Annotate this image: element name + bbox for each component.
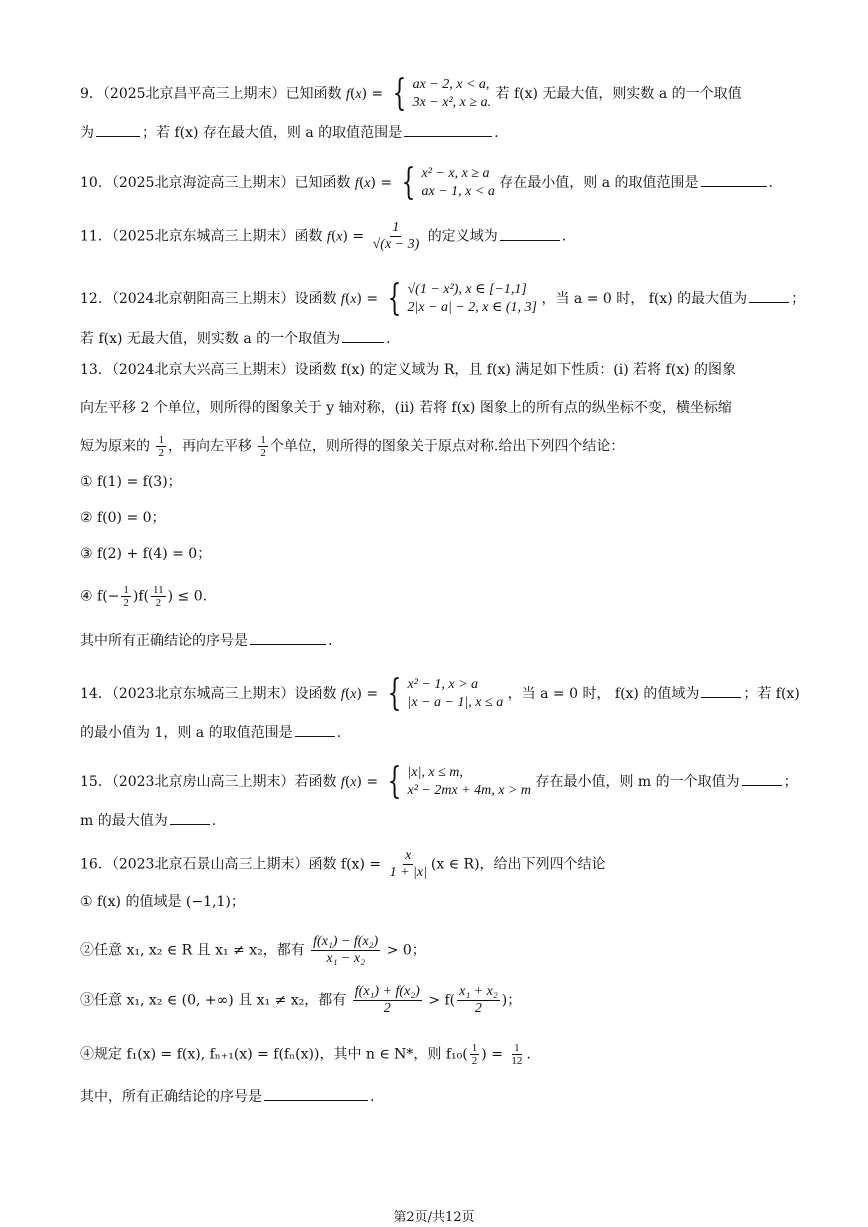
conclusion: ③任意 x₁, x₂ ∈ (0, +∞) 且 x₁ ≠ x₂，都有 <box>80 992 347 1009</box>
denominator: 2 <box>471 1055 478 1067</box>
punct: . <box>768 175 773 191</box>
punct: . <box>561 228 567 245</box>
denominator: 2 <box>474 1001 482 1016</box>
numerator: 1 <box>471 1042 478 1054</box>
problem-number: 11． <box>80 228 112 245</box>
problem-number: 10． <box>80 175 112 191</box>
numerator: 1 <box>123 584 129 596</box>
case-1: √(1 − x²), x ∈ [−1,1] <box>407 282 527 297</box>
problem-text: ，当 a = 0 时， f(x) 的最大值为 <box>541 291 748 307</box>
fraction <box>509 1042 524 1067</box>
fraction <box>311 934 380 967</box>
fraction <box>457 984 500 1017</box>
numerator: 1 <box>260 434 266 446</box>
problem-text: 为 <box>80 125 94 141</box>
punct: . <box>328 633 333 649</box>
denominator: 2 <box>158 447 164 459</box>
problem-number: 13． <box>80 362 112 378</box>
conclusion: ④规定 f₁(x) = f(x), fₙ₊₁(x) = f(fₙ(x))，其中 n ∈ N*，则 f₁₀ <box>80 1046 463 1063</box>
denominator: 1 + |x| <box>389 865 427 880</box>
problem-source: （2023北京房山高三上期末） <box>111 774 295 790</box>
problem-13-line-3 <box>80 434 798 459</box>
fraction <box>156 434 166 459</box>
problem-14-line-2 <box>80 722 798 743</box>
denominator: 2 <box>123 597 129 609</box>
answer-blank[interactable] <box>170 810 210 825</box>
problem-13-conclusion-1 <box>80 472 798 492</box>
answer-blank[interactable] <box>295 722 335 737</box>
problem-9-line-1: 9．（2025北京昌平高三上期末）已知函数 f(x) = { ax − 2, x < a, 3x − x², x ≥ a. 若 f(x) 无最大值，则实数 a 的一个取值 <box>80 73 742 114</box>
case-2: 3x − x², x ≥ a. <box>412 95 492 110</box>
numerator: f(x₁) − f(x₂) <box>313 934 379 949</box>
case-2: 2|x − a| − 2, x ∈ (1, 3] <box>407 300 537 315</box>
conclusion: ④ f <box>80 588 103 605</box>
piecewise-function: { √(1 − x²), x ∈ [−1,1] 2|x − a| − 2, x ∈ (1, 3] <box>387 278 537 319</box>
problem-number: 15． <box>80 774 112 790</box>
problem-text: 函数 f(x) = <box>308 856 382 873</box>
numerator: f(x₁) + f(x₂) <box>354 984 420 999</box>
problem-12-line-1: 12．（2024北京朝阳高三上期末）设函数 f(x) = { √(1 − x²), x ∈ [−1,1] 2|x − a| − 2, x ∈ (1, 3] ，当 a = 0 时， f(x) 的最大值为 ； <box>80 278 806 319</box>
problem-16-conclusion-2 <box>80 934 798 967</box>
conclusion: > 0； <box>386 942 426 959</box>
problem-text: 存在最小值，则 m 的一个取值为 <box>535 774 740 790</box>
fraction <box>470 1042 480 1067</box>
fraction <box>371 220 422 253</box>
problem-text: 向左平移 2 个单位，则所得的图象关于 y 轴对称，(ⅱ) 若将 f(x) 图象上的所有点的纵坐标不变，横坐标缩 <box>80 400 732 416</box>
problem-text: 个单位，则所得的图象关于原点对称.给出下列四个结论： <box>269 438 625 455</box>
fraction <box>388 848 429 881</box>
answer-blank[interactable] <box>701 172 767 187</box>
problem-text: 设函数 <box>294 686 337 702</box>
problem-source: （2024北京大兴高三上期末） <box>111 362 295 378</box>
denominator: 2 <box>260 447 266 459</box>
problem-text: 已知函数 <box>285 86 342 102</box>
numerator: 11 <box>153 584 164 596</box>
problem-text: 设函数 f(x) 的定义域为 R，且 f(x) 满足如下性质：(ⅰ) 若将 f(x) 的图象 <box>294 362 737 378</box>
problem-text: m 的最大值为 <box>80 813 168 829</box>
problem-text: ，再向左平移 <box>167 438 252 455</box>
problem-text: 的最小值为 1，则 a 的取值范围是 <box>80 725 293 741</box>
problem-text: (x ∈ R)，给出下列四个结论 <box>430 856 606 873</box>
problem-13-ask <box>80 630 798 651</box>
numerator: 1 <box>514 1042 520 1054</box>
punct: . <box>386 331 391 347</box>
case-1: ax − 2, x < a, <box>412 77 490 92</box>
problem-text: ；若 f(x) 存在最大值，则 a 的取值范围是 <box>142 125 403 141</box>
case-2: ax − 1, x < a <box>421 184 495 199</box>
punct: ； <box>791 291 806 307</box>
conclusion: ③ f(2) + f(4) = 0； <box>80 546 212 562</box>
conclusion: > f <box>428 992 450 1009</box>
conclusion: = <box>491 1046 503 1063</box>
problem-13-conclusion-2 <box>80 508 798 528</box>
answer-blank[interactable] <box>701 683 741 698</box>
denominator: √(x − 3) <box>372 237 420 252</box>
page-footer: 第2页/共12页 <box>393 1210 475 1225</box>
problem-number: 14． <box>80 686 112 702</box>
numerator: x <box>405 848 412 863</box>
conclusion: ②任意 x₁, x₂ ∈ R 且 x₁ ≠ x₂，都有 <box>80 942 305 959</box>
problem-text: 若函数 <box>294 774 337 790</box>
piecewise-function: { |x|, x ≤ m, x² − 2mx + 4m, x > m <box>387 761 532 802</box>
punct: . <box>494 125 499 141</box>
problem-source: （2023北京东城高三上期末） <box>111 686 295 702</box>
case-1: x² − x, x ≥ a <box>421 166 490 181</box>
numerator: 1 <box>158 434 164 446</box>
conclusion: . <box>526 1046 531 1063</box>
conclusion: ； <box>507 992 522 1009</box>
answer-blank[interactable] <box>96 122 140 137</box>
punct: . <box>211 813 217 829</box>
punct: . <box>336 725 342 741</box>
fraction <box>353 984 422 1017</box>
answer-blank[interactable] <box>404 122 492 137</box>
problem-10-line-1: 10．（2025北京海淀高三上期末）已知函数 f(x) = { x² − x, x ≥ a ax − 1, x < a 存在最小值，则 a 的取值范围是 . <box>80 162 773 203</box>
answer-blank[interactable] <box>264 1086 368 1101</box>
denominator: x₁ − x₂ <box>326 951 365 966</box>
problem-text: ；若 f(x) <box>743 686 800 702</box>
problem-9-line-2 <box>80 122 798 143</box>
problem-text: 短为原来的 <box>80 438 150 455</box>
problem-source: （2023北京石景山高三上期末） <box>111 856 309 873</box>
problem-text: 若 f(x) 无最大值，则实数 a 的一个取值 <box>495 86 742 102</box>
fraction <box>121 584 131 609</box>
denominator: 12 <box>511 1055 523 1067</box>
problem-13-line-1 <box>80 360 798 380</box>
problem-11-line-1: 11．（2025北京东城高三上期末）函数 f(x) = $\frac{1}{√(x - 3)}$ 的定义域为 . <box>80 220 567 252</box>
numerator: x₁ + x₂ <box>459 984 498 999</box>
piecewise-function: { x² − x, x ≥ a ax − 1, x < a <box>401 162 495 203</box>
punct: ； <box>783 774 798 790</box>
numerator: 1 <box>392 220 400 235</box>
problem-source: （2024北京朝阳高三上期末） <box>111 291 295 307</box>
problem-16-conclusion-3: ③任意 x₁, x₂ ∈ (0, +∞) 且 x₁ ≠ x₂，都有 $\frac{\text{f(x₁) + f(x₂)}}{2}$ > f( $\frac{\text{x₁ + x₂}}{2}$ )； <box>80 984 522 1016</box>
case-2: |x − a − 1|, x ≤ a <box>407 695 504 710</box>
conclusion: ② f(0) = 0； <box>80 510 166 526</box>
problem-text: 其中，所有正确结论的序号是 <box>80 1089 262 1105</box>
problem-15-line-1: 15．（2023北京房山高三上期末）若函数 f(x) = { |x|, x ≤ m, x² − 2mx + 4m, x > m 存在最小值，则 m 的一个取值为 ； <box>80 761 798 802</box>
case-2: x² − 2mx + 4m, x > m <box>407 783 532 798</box>
problem-13-conclusion-3 <box>80 544 798 564</box>
case-1: |x|, x ≤ m, <box>407 765 463 780</box>
conclusion: ① f(x) 的值域是 (−1,1)； <box>80 894 245 910</box>
piecewise-function: { ax − 2, x < a, 3x − x², x ≥ a. <box>392 73 492 114</box>
problem-number: 9． <box>80 86 103 102</box>
problem-text: 的定义域为 <box>427 228 498 245</box>
denominator: 2 <box>383 1001 391 1016</box>
problem-text: ，当 a = 0 时， f(x) 的值域为 <box>507 686 700 702</box>
problem-15-line-2 <box>80 810 798 831</box>
problem-13-line-2 <box>80 398 798 418</box>
problem-text: 存在最小值，则 a 的取值范围是 <box>499 175 699 191</box>
problem-source: （2025北京海淀高三上期末） <box>111 175 295 191</box>
problem-text: 若 f(x) 无最大值，则实数 a 的一个取值为 <box>80 331 341 347</box>
problem-number: 16． <box>80 856 112 873</box>
problem-source: （2025北京东城高三上期末） <box>111 228 295 245</box>
problem-16-ask <box>80 1086 798 1107</box>
problem-text: 函数 <box>294 228 323 245</box>
punct: . <box>370 1089 375 1105</box>
case-1: x² − 1, x > a <box>407 677 479 692</box>
conclusion: ≤ 0. <box>177 588 208 605</box>
answer-blank[interactable] <box>500 226 560 241</box>
fraction <box>151 584 166 609</box>
problem-text: 设函数 <box>294 291 337 307</box>
answer-blank[interactable] <box>742 771 782 786</box>
conclusion: f <box>138 588 144 605</box>
answer-blank[interactable] <box>250 630 326 645</box>
piecewise-function: { x² − 1, x > a |x − a − 1|, x ≤ a <box>387 673 504 714</box>
problem-16-conclusion-4: ④规定 f₁(x) = f(x), fₙ₊₁(x) = f(fₙ(x))，其中 n ∈ N*，则 f₁₀( $\frac{1}{2}$ ) = $\frac{1}{12}$ . <box>80 1042 531 1067</box>
problem-source: （2025北京昌平高三上期末） <box>102 86 286 102</box>
problem-16-line-1 <box>80 848 798 881</box>
fraction <box>258 434 268 459</box>
denominator: 2 <box>155 597 162 609</box>
problem-13-conclusion-4: ④ f(− $\frac{1}{2}$ )f( $\frac{11}{2}$ ) ≤ 0. <box>80 584 208 609</box>
problem-12-line-2 <box>80 328 798 349</box>
answer-blank[interactable] <box>749 288 789 303</box>
problem-text: 其中所有正确结论的序号是 <box>80 633 248 649</box>
problem-16-conclusion-1 <box>80 892 798 912</box>
conclusion: ① f(1) = f(3)； <box>80 474 182 490</box>
answer-blank[interactable] <box>342 328 384 343</box>
problem-text: 已知函数 <box>294 175 351 191</box>
problem-14-line-1: 14．（2023北京东城高三上期末）设函数 f(x) = { x² − 1, x > a |x − a − 1|, x ≤ a ，当 a = 0 时， f(x) 的值域为 ；若 f(x) <box>80 673 800 714</box>
problem-number: 12． <box>80 291 112 307</box>
